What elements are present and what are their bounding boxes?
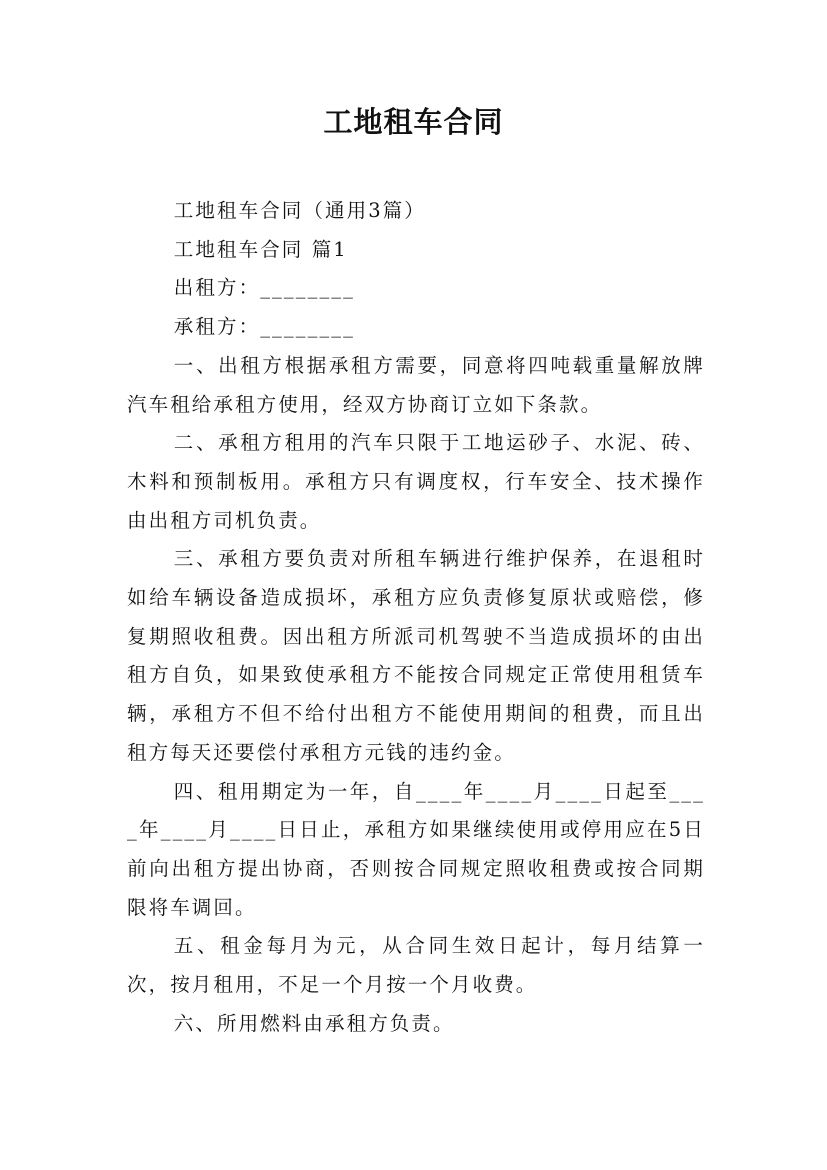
clause-6: 六、所用燃料由承租方负责。 [173,1011,455,1035]
document-body [127,192,705,1043]
clause-5: 五、租金每月为元，从合同生效日起计，每月结算一次，按月租用，不足一个月按一个月收费。 [127,934,705,997]
clause-2: 二、承租方租用的汽车只限于工地运砂子、水泥、砖、木料和预制板用。承租方只有调度权，行车安全、技术操作由出租方司机负责。 [127,431,705,532]
lessee-line: 承租方：________ [173,315,355,339]
section-heading: 工地租车合同 篇1 [173,237,348,261]
clause-3: 三、承租方要负责对所租车辆进行维护保养，在退租时如给车辆设备造成损坏，承租方应负责修复原状或赔偿，修复期照收租费。因出租方所派司机驾驶不当造成损坏的由出租方自负，如果致使承租方不能按合同规定正常使用租赁车辆，承租方不但不给付出租方不能使用期间的租费，而且出租方每天还要偿付承租方元钱的违约金。 [127,547,705,764]
document-title: 工地租车合同 [323,105,504,139]
lessor-line: 出租方：________ [173,276,355,300]
clause-4: 四、租用期定为一年，自____年____月____日起至____年____月____日日止，承租方如果继续使用或停用应在5日前向出租方提出协商，否则按合同规定照收租费或按合同期限将车调回。 [127,779,705,919]
subtitle-line: 工地租车合同（通用3篇） [173,199,426,222]
clause-1: 一、出租方根据承租方需要，同意将四吨载重量解放牌汽车租给承租方使用，经双方协商订立如下条款。 [127,353,705,416]
